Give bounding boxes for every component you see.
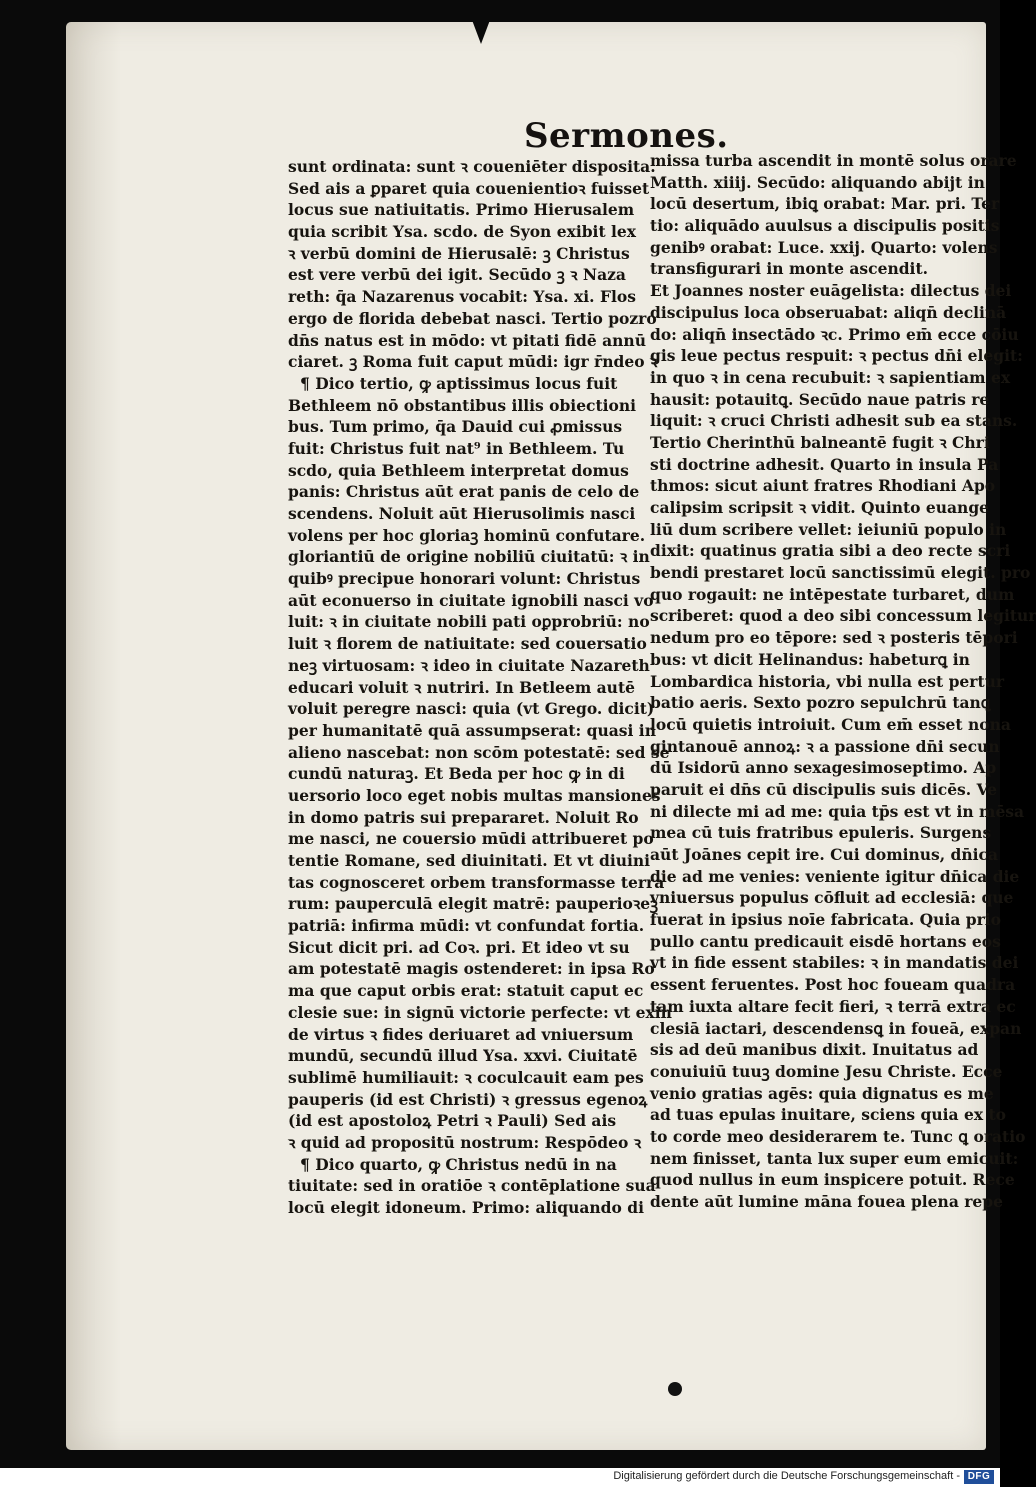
text-line: nedum pro eo tēpore: sed ꝛ posteris tēpori bbox=[650, 628, 1018, 648]
ink-dot bbox=[668, 1382, 682, 1396]
text-line: ergo de florida debebat nasci. Tertio pozro bbox=[288, 308, 657, 328]
text-line: neꝫ virtuosam: ꝛ ideo in ciuitate Nazareth bbox=[288, 655, 650, 675]
text-line: Lombardica historia, vbi nulla est pertur bbox=[650, 671, 1005, 691]
text-line: dū Isidorū anno sexagesimoseptimo. Ap bbox=[650, 758, 997, 778]
text-line: quia scribit Ysa. scdo. de Syon exibit lex bbox=[288, 222, 636, 242]
text-line: fuit: Christus fuit nat⁹ in Bethleem. Tu bbox=[288, 438, 625, 458]
digitization-footer bbox=[0, 1468, 1000, 1487]
text-line: ma que caput orbis erat: statuit caput ec bbox=[288, 981, 644, 1001]
text-line: tam iuxta altare fecit fieri, ꝛ terrā extra ec bbox=[650, 996, 1016, 1016]
left-text-column bbox=[288, 156, 672, 1219]
text-line: gintanouē annoꝝ: ꝛ a passione dn̄i secun bbox=[650, 736, 1000, 756]
text-line: conuiuiū tuuꝫ domine Jesu Christe. Ecce bbox=[650, 1061, 1003, 1081]
text-line: aūt econuerso in ciuitate ignobili nasci vo bbox=[288, 590, 654, 610]
text-line: Bethleem nō obstantibus illis obiectioni bbox=[288, 395, 637, 415]
text-line: tentie Romane, sed diuinitati. Et vt diuini bbox=[288, 851, 651, 870]
text-line: batio aeris. Sexto pozro sepulchrū tanꝗ bbox=[650, 693, 991, 713]
text-line: ꝛ quid ad propositū nostrum: Respōdeo ꝛ bbox=[288, 1132, 642, 1152]
text-line: educari voluit ꝛ nutriri. In Betleem autē bbox=[288, 677, 635, 697]
text-line: ¶ Dico quarto, ꝙ Christus nedū in na bbox=[300, 1154, 617, 1174]
text-line: tio: aliquādo auulsus a discipulis positis bbox=[650, 216, 1000, 236]
text-line: me nasci, ne couersio mūdi attribueret po bbox=[288, 829, 654, 849]
text-line: Sed ais a ꝑparet quia couenientioꝛ fuisset bbox=[288, 178, 650, 198]
text-line: vniuersus populus cōfluit ad ecclesiā: que bbox=[650, 888, 1014, 908]
text-line: pauperis (id est Christi) ꝛ gressus egenoꝝ bbox=[288, 1089, 648, 1109]
text-line: vt in fide essent stabiles: ꝛ in mandatis dei bbox=[650, 953, 1019, 973]
text-line: transfigurari in monte ascendit. bbox=[650, 259, 929, 279]
text-line: sublimē humiliauit: ꝛ coculcauit eam pes bbox=[288, 1067, 644, 1087]
text-line: rum: pauperculā elegit matrē: pauperioꝛeꝫ bbox=[288, 894, 659, 914]
text-line: clesie sue: in signū victorie perfecte: vt exin bbox=[288, 1002, 672, 1022]
text-line: quibꝰ precipue honorari volunt: Christus bbox=[288, 569, 641, 589]
text-line: die ad me venies: veniente igitur dn̄ica die bbox=[650, 866, 1020, 886]
text-line: am potestatē magis ostenderet: in ipsa Ro bbox=[288, 959, 655, 979]
text-line: nem finisset, tanta lux super eum emicuit: bbox=[650, 1148, 1019, 1168]
text-line: alieno nascebat: non scōm potestatē: sed se bbox=[288, 742, 670, 762]
text-line: tas cognosceret orbem transformasse terra bbox=[288, 872, 665, 892]
text-line: bus. Tum primo, q̄a Dauid cui ꝓmissus bbox=[288, 417, 623, 437]
text-line: scriberet: quod a deo sibi concessum legitur bbox=[650, 606, 1036, 626]
text-line: sunt ordinata: sunt ꝛ coueniēter disposita. bbox=[288, 157, 656, 176]
text-line: per humanitatē quā assumpserat: quasi in bbox=[288, 720, 656, 740]
text-line: voluit peregre nasci: quia (vt Grego. dicit) bbox=[288, 699, 655, 719]
text-line: scendens. Noluit aūt Hierusolimis nasci bbox=[288, 504, 636, 523]
text-line: dixit: quatinus gratia sibi a deo recte scri bbox=[650, 541, 1011, 561]
gutter-shadow bbox=[66, 22, 121, 1450]
text-line: fuerat in ipsius noīe fabricata. Quia prio bbox=[650, 910, 1002, 930]
text-line: clesiā iactari, descendensꝗ in foueā, expan bbox=[650, 1018, 1022, 1038]
text-line: to corde meo desiderarem te. Tunc ꝗ oratio bbox=[650, 1126, 1026, 1146]
text-line: scdo, quia Bethleem interpretat domus bbox=[288, 460, 629, 480]
text-line: luit ꝛ florem de natiuitate: sed couersatio bbox=[288, 634, 647, 654]
text-line: (id est apostoloꝝ Petri ꝛ Pauli) Sed ais bbox=[288, 1111, 617, 1131]
text-line: dente aūt lumine māna fouea plena repe bbox=[650, 1192, 1003, 1211]
text-line: quod nullus in eum inspicere potuit. Rece bbox=[650, 1170, 1015, 1190]
text-line: liquit: ꝛ cruci Christi adhesit sub ea stans. bbox=[650, 411, 1018, 431]
page-notch bbox=[472, 20, 490, 44]
text-line: ni dilecte mi ad me: quia tp̄s est vt in mēsa bbox=[650, 801, 1025, 821]
text-line: volens per hoc gloriaꝫ hominū confutare. bbox=[288, 525, 646, 545]
text-line: Matth. xiiij. Secūdo: aliquando abijt in bbox=[650, 172, 985, 192]
text-line: gis leue pectus respuit: ꝛ pectus dn̄i elegit: bbox=[650, 346, 1023, 366]
text-line: locū desertum, ibiꝗ orabat: Mar. pri. Ter bbox=[650, 194, 1000, 214]
text-line: locus sue natiuitatis. Primo Hierusalem bbox=[288, 200, 635, 220]
text-line: aūt Joānes cepit ire. Cui dominus, dn̄ica bbox=[650, 845, 999, 864]
text-line: hausit: potauitꝗ. Secūdo naue patris re bbox=[650, 389, 990, 409]
text-line: essent feruentes. Post hoc foueam quadra bbox=[650, 975, 1016, 995]
text-line: sti doctrine adhesit. Quarto in insula Pa bbox=[650, 454, 999, 474]
text-line: locū quietis introiuit. Cum em̄ esset nona bbox=[650, 714, 1011, 734]
text-line: Tertio Cherinthū balneantē fugit ꝛ Chri bbox=[650, 432, 990, 452]
text-line: mea cū tuis fratribus epuleris. Surgens bbox=[650, 823, 992, 843]
text-line: quo rogauit: ne intēpestate turbaret, dum bbox=[650, 584, 1015, 604]
text-line: reth: q̄a Nazarenus vocabit: Ysa. xi. Flos bbox=[288, 287, 636, 307]
text-line: luit: ꝛ in ciuitate nobili pati oꝑprobriū: no bbox=[288, 612, 650, 632]
text-line: mundū, secundū illud Ysa. xxvi. Ciuitatē bbox=[288, 1046, 638, 1066]
text-line: bendi prestaret locū sanctissimū elegit. pro bbox=[650, 563, 1031, 583]
text-line: in domo patris sui prepararet. Noluit Ro bbox=[288, 807, 639, 827]
text-line: est vere verbū dei igit. Secūdo ꝫ ꝛ Naza bbox=[288, 265, 626, 285]
text-line: ciaret. ꝫ Roma fuit caput mūdi: igr r̄ndeo ꝛ bbox=[288, 352, 658, 372]
page-heading: Sermones. bbox=[524, 116, 729, 156]
text-line: ad tuas epulas inuitare, sciens quia ex to bbox=[650, 1105, 1006, 1125]
text-line: thmos: sicut aiunt fratres Rhodiani Apo bbox=[650, 476, 996, 496]
text-line: genibꝰ orabat: Luce. xxij. Quarto: volens bbox=[650, 237, 998, 257]
text-line: ¶ Dico tertio, ꝙ aptissimus locus fuit bbox=[300, 373, 618, 393]
text-line: locū elegit idoneum. Primo: aliquando di bbox=[288, 1198, 644, 1217]
text-line: pullo cantu predicauit eisdē hortans eos bbox=[650, 931, 1001, 951]
dfg-logo: DFG bbox=[964, 1470, 994, 1484]
text-line: de virtus ꝛ fides deriuaret ad vniuersum bbox=[288, 1024, 634, 1044]
text-line: liū dum scribere vellet: ieiuniū populo in bbox=[650, 519, 1007, 539]
text-line: paruit ei dn̄s cū discipulis suis dicēs. Ve bbox=[650, 779, 998, 799]
text-line: Sicut dicit pri. ad Coꝛ. pri. Et ideo vt su bbox=[288, 937, 630, 957]
text-line: venio gratias agēs: quia dignatus es me bbox=[650, 1083, 994, 1103]
text-line: cundū naturaꝫ. Et Beda per hoc ꝙ in di bbox=[288, 764, 625, 784]
text-line: do: aliqn̄ insectādo ꝛc. Primo em̄ ecce cōiu bbox=[650, 324, 1019, 344]
text-line: sis ad deū manibus dixit. Inuitatus ad bbox=[650, 1040, 979, 1060]
text-line: tiuitate: sed in oratiōe ꝛ contēplatione sua bbox=[288, 1176, 656, 1196]
text-line: ꝛ verbū domini de Hierusalē: ꝫ Christus bbox=[288, 243, 630, 263]
text-line: patriā: infirma mūdi: vt confundat fortia. bbox=[288, 916, 645, 936]
right-text-column bbox=[650, 150, 1036, 1213]
text-line: discipulus loca obseruabat: aliqn̄ declinā bbox=[650, 302, 1007, 322]
text-line: Et Joannes noster euāgelista: dilectus dei bbox=[650, 281, 1012, 301]
text-line: missa turba ascendit in montē solus orare bbox=[650, 151, 1017, 170]
text-line: uersorio loco eget nobis multas mansiones bbox=[288, 785, 661, 805]
text-line: dn̄s natus est in mōdo: vt pitati fidē annū bbox=[288, 330, 646, 350]
text-line: gloriantiū de origine nobiliū ciuitatū: ꝛ in bbox=[288, 547, 650, 567]
text-line: in quo ꝛ in cena recubuit: ꝛ sapientiam ex bbox=[650, 367, 1011, 387]
text-line: panis: Christus aūt erat panis de celo de bbox=[288, 482, 640, 502]
footer-credit: Digitalisierung gefördert durch die Deutsche Forschungsgemeinschaft - bbox=[613, 1470, 960, 1482]
text-line: bus: vt dicit Helinandus: habeturꝗ in bbox=[650, 649, 970, 669]
text-line: calipsim scripsit ꝛ vidit. Quinto euange bbox=[650, 498, 990, 517]
